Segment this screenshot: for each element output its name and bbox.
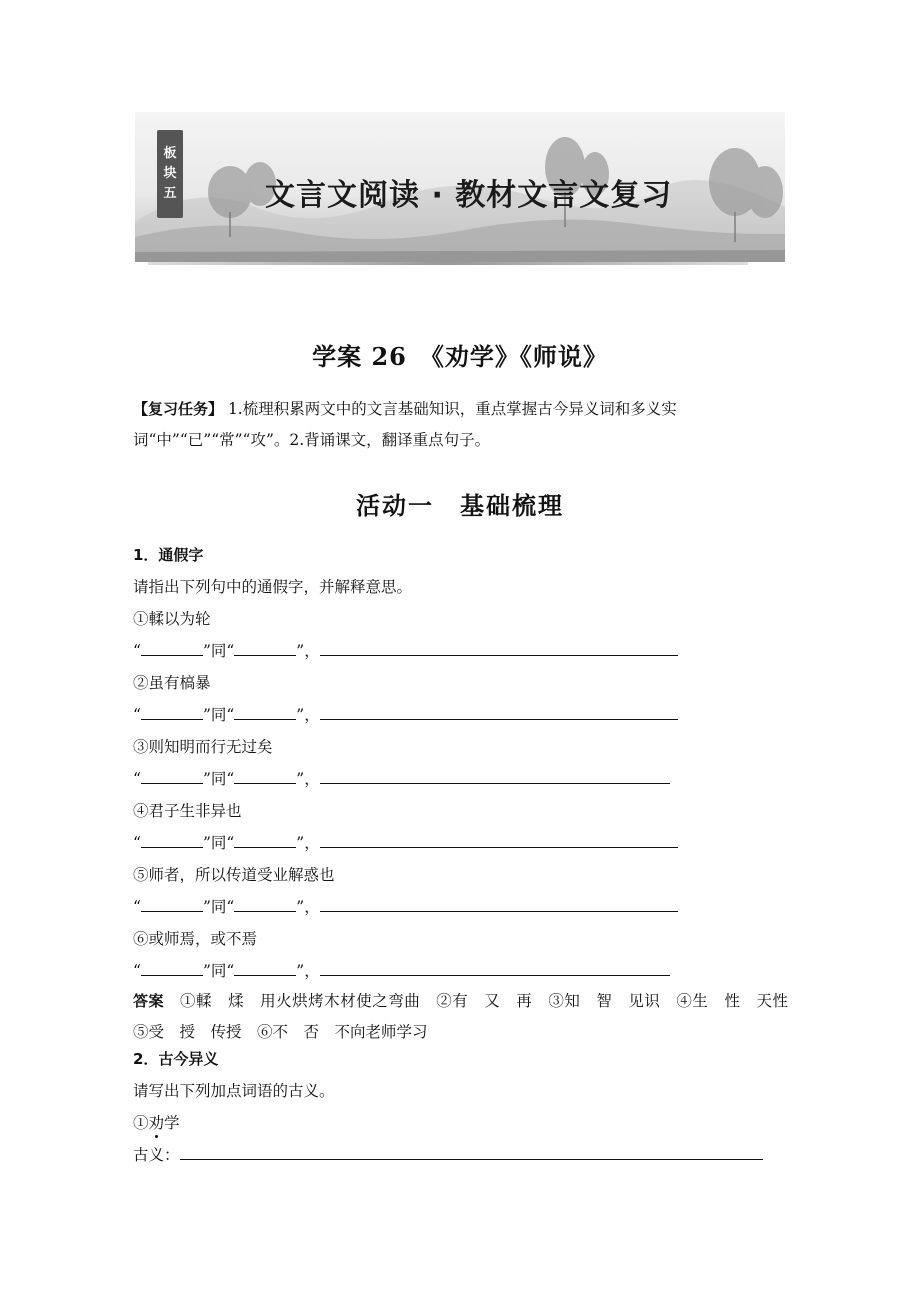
- answer-line: “ ”同“ ”，: [133, 833, 678, 853]
- fill-blank[interactable]: [234, 833, 296, 848]
- chapter-banner: [135, 112, 785, 262]
- fill-blank[interactable]: [141, 833, 203, 848]
- fill-blank[interactable]: [141, 769, 203, 784]
- fill-blank[interactable]: [234, 705, 296, 720]
- review-task: [133, 394, 788, 456]
- tag-char: 五: [163, 186, 177, 201]
- banner-title: 文言文阅读 · 教材文言文复习: [265, 178, 673, 213]
- answer-line: “ ”同“ ”，: [133, 641, 678, 661]
- fill-blank[interactable]: [320, 833, 678, 848]
- fill-blank[interactable]: [234, 769, 296, 784]
- tag-char: 板: [163, 146, 177, 161]
- answer-line: “ ”同“ ”，: [133, 705, 678, 725]
- activity-title: 活动一 基础梳理: [356, 491, 564, 520]
- guyi-label: 古义：: [133, 1146, 180, 1164]
- fill-blank[interactable]: [320, 641, 678, 656]
- answer-text: ①輮 煣 用火烘烤木材使之弯曲 ②有 又 再 ③知 智 见识 ④生 性 天性 ⑤受 授 传授 ⑥不 否 不向老师学习: [133, 992, 804, 1041]
- answer-line: “ ”同“ ”，: [133, 897, 678, 917]
- section-instruction: 请写出下列加点词语的古义。: [133, 1082, 335, 1100]
- section-heading: 1．通假字: [133, 546, 204, 564]
- lesson-title: 学案 26 《劝学》《师说》: [312, 342, 608, 371]
- exercise-item: ②虽有槁暴: [133, 674, 211, 692]
- answer-line: “ ”同“ ”，: [133, 961, 670, 981]
- fill-blank[interactable]: [320, 769, 670, 784]
- fill-blank[interactable]: [141, 961, 203, 976]
- emphasis-dotted-char: 劝: [148, 1114, 165, 1132]
- answer-line: [133, 1145, 763, 1165]
- fill-blank[interactable]: [141, 705, 203, 720]
- section-tag: [157, 130, 183, 218]
- exercise-item: ①劝学: [133, 1114, 180, 1132]
- fill-blank[interactable]: [141, 641, 203, 656]
- answer-label: 答案: [133, 992, 165, 1010]
- fill-blank[interactable]: [234, 641, 296, 656]
- exercise-item: ⑥或师焉，或不焉: [133, 930, 258, 948]
- fill-blank[interactable]: [141, 897, 203, 912]
- review-task-text: 1.梳理积累两文中的文言基础知识，重点掌握古今异义词和多义实词“中”“已”“常”“攻”。2.背诵课文，翻译重点句子。: [133, 400, 677, 449]
- section-heading: 2．古今异义: [133, 1050, 219, 1068]
- exercise-item: ①輮以为轮: [133, 610, 211, 628]
- exercise-item: ④君子生非异也: [133, 802, 242, 820]
- banner-underline: [148, 262, 748, 265]
- fill-blank[interactable]: [234, 897, 296, 912]
- tag-char: 块: [163, 166, 177, 181]
- answer-line: “ ”同“ ”，: [133, 769, 670, 789]
- exercise-item: ③则知明而行无过矣: [133, 738, 273, 756]
- review-task-label: 【复习任务】: [133, 400, 224, 418]
- fill-blank[interactable]: [234, 961, 296, 976]
- answer-block: [133, 986, 804, 1048]
- fill-blank[interactable]: [320, 961, 670, 976]
- fill-blank[interactable]: [180, 1145, 763, 1160]
- exercise-item: ⑤师者，所以传道受业解惑也: [133, 866, 335, 884]
- fill-blank[interactable]: [320, 897, 678, 912]
- section-instruction: 请指出下列句中的通假字，并解释意思。: [133, 578, 413, 596]
- fill-blank[interactable]: [320, 705, 678, 720]
